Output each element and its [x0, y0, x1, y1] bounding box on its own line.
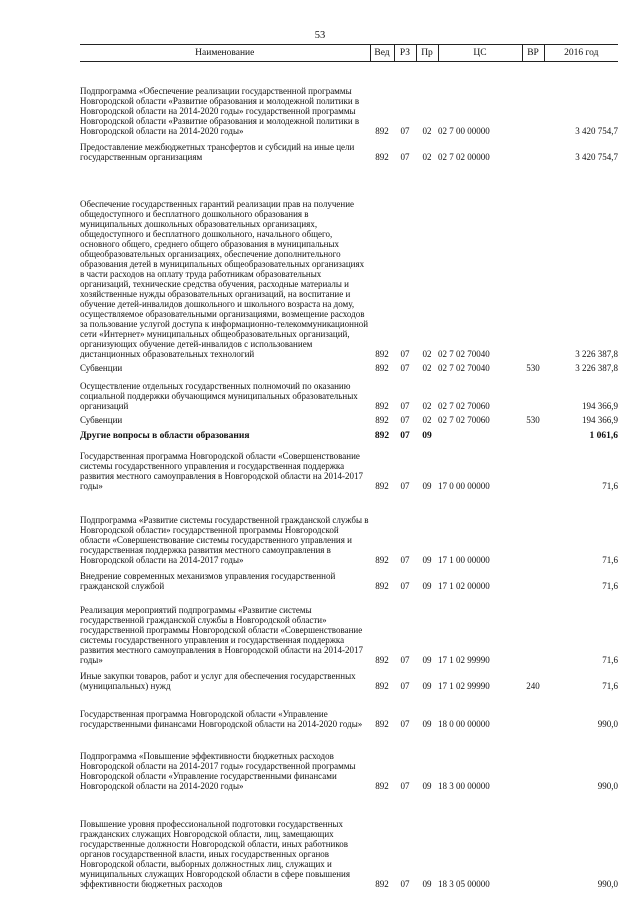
row-cs: 17 1 02 99990 [438, 654, 490, 665]
page-number: 53 [314, 30, 326, 41]
row-amount: 3 420 754,7 [575, 125, 618, 136]
row-ved: 892 [375, 780, 389, 791]
row-rz: 07 [400, 780, 410, 791]
table-body [80, 62, 618, 889]
row-amount: 71,6 [602, 580, 618, 591]
row-amount: 990,0 [597, 878, 618, 889]
row-pr: 02 [422, 400, 432, 411]
row-amount: 194 366,9 [582, 414, 618, 425]
row-ved: 892 [375, 680, 389, 691]
row-cs: 17 1 02 00000 [438, 580, 490, 591]
column-header-year: 2016 год [544, 45, 618, 62]
table-row [80, 591, 618, 665]
table-header-row [80, 45, 618, 62]
row-amount: 71,6 [602, 554, 618, 565]
row-pr: 09 [422, 654, 432, 665]
row-amount: 1 061,6 [589, 430, 618, 441]
row-rz: 07 [400, 878, 410, 889]
row-cs [438, 425, 522, 441]
row-pr: 02 [422, 414, 432, 425]
row-vr: 240 [526, 680, 540, 691]
column-header-cs: ЦС [438, 45, 522, 62]
row-rz: 07 [400, 125, 410, 136]
row-cs: 02 7 02 70040 [438, 362, 490, 373]
row-pr: 09 [422, 680, 432, 691]
row-ved: 892 [375, 580, 389, 591]
row-pr: 09 [422, 554, 432, 565]
row-name: Повышение уровня профессиональной подготовки государственных гражданских служащих Новгородской области, лиц, замещающих государственные должности Новгородской области, иных работников органов государственной власти, иных государственных органов Новгородской области, выборных должностных лиц, служащих и муниципальных служащих Новгородской области в сфере повышения эффективности бюджетных расходов [80, 818, 350, 889]
row-amount: 71,6 [602, 480, 618, 491]
row-name: Субвенции [80, 362, 123, 373]
row-pr: 02 [422, 348, 432, 359]
row-name: Обеспечение государственных гарантий реализации прав на получение общедоступного и бесплатного дошкольного образования в муниципальных дошкольных образовательных организациях, общедоступного и бесплатного дошкольного, начального общего, основного общего, среднего общего образования в муниципальных общеобразовательных организациях, обеспечение дополнительного образования детей в муниципальных общеобразовательных организациях в части расходов на оплату труда работникам образовательных организаций, технические средства обучения, расходные материалы и хозяйственные нужды образовательных организаций, на воспитание и обучение детей-инвалидов дошкольного и школьного возраста на дому, осуществляемое образовательными организациями, возмещение расходов за пользование услугой доступа к информационно-телекоммуникационной сети «Интернет» муниципальных общеобразовательных организаций, организующих обучение детей-инвалидов с использованием дистанционных образовательных технологий [80, 198, 369, 359]
row-cs: 02 7 02 70060 [438, 400, 490, 411]
row-name: Внедрение современных механизмов управления государственной гражданской службой [80, 570, 336, 591]
row-ved: 892 [375, 718, 389, 729]
row-rz: 07 [400, 554, 410, 565]
row-cs: 02 7 02 00000 [438, 151, 490, 162]
row-name: Другие вопросы в области образования [80, 430, 250, 441]
table-row [80, 665, 618, 691]
row-cs: 02 7 02 70060 [438, 414, 490, 425]
row-vr: 530 [526, 414, 540, 425]
row-name: Подпрограмма «Повышение эффективности бюджетных расходов Новгородской области на 2014-2017 годы» государственной программы Новгородской области «Управление государственными финансами Новгородской области на 2014-2020 годы» [80, 750, 356, 791]
row-vr [522, 491, 544, 565]
row-ved: 892 [375, 362, 389, 373]
row-pr: 09 [422, 718, 432, 729]
row-vr [522, 62, 544, 136]
row-name: Иные закупки товаров, работ и услуг для обеспечения государственных (муниципальных) нужд [80, 670, 356, 691]
row-cs: 02 7 02 70040 [438, 348, 490, 359]
row-name: Подпрограмма «Обеспечение реализации государственной программы Новгородской области «Развитие образования и молодежной политики в Новгородской области на 2014-2020 годы» государственной программы Новгородской области «Развитие образования и молодежной политики в Новгородской области на 2014-2020 годы» [80, 85, 360, 136]
row-vr [522, 591, 544, 665]
column-header-vr: ВР [522, 45, 544, 62]
row-pr: 02 [422, 362, 432, 373]
table-row [80, 691, 618, 729]
row-cs: 18 3 00 00000 [438, 780, 490, 791]
table-row [80, 411, 618, 425]
row-cs: 17 0 00 00000 [438, 480, 490, 491]
row-amount: 71,6 [602, 654, 618, 665]
row-name: Государственная программа Новгородской области «Управление государственными финансами Новгородской области на 2014-2020 годы» [80, 708, 363, 729]
row-vr [522, 441, 544, 491]
row-ved: 892 [375, 400, 389, 411]
row-rz: 07 [400, 718, 410, 729]
row-vr [522, 162, 544, 359]
row-amount: 3 420 754,7 [575, 151, 618, 162]
row-cs: 18 3 05 00000 [438, 878, 490, 889]
row-pr: 09 [422, 878, 432, 889]
row-amount: 71,6 [602, 680, 618, 691]
row-amount: 3 226 387,8 [575, 348, 618, 359]
row-vr [522, 691, 544, 729]
row-ved: 892 [375, 554, 389, 565]
row-name: Реализация мероприятий подпрограммы «Развитие системы государственной гражданской службы в Новгородской области» государственной программы Новгородской области «Совершенствование системы государственного управления и государственная поддержка развития местного самоуправления в Новгородской области на 2014-2017 годы» [80, 604, 363, 665]
row-vr [522, 729, 544, 791]
row-vr [522, 791, 544, 889]
row-vr [522, 565, 544, 591]
row-cs: 17 1 00 00000 [438, 554, 490, 565]
row-pr: 02 [422, 151, 432, 162]
row-ved: 892 [374, 430, 390, 441]
row-cs: 18 0 00 00000 [438, 718, 490, 729]
column-header-rz: РЗ [394, 45, 416, 62]
row-rz: 07 [400, 362, 410, 373]
row-rz: 07 [400, 680, 410, 691]
row-pr: 02 [422, 125, 432, 136]
row-cs: 17 1 02 99990 [438, 680, 490, 691]
table-row [80, 729, 618, 791]
row-vr: 530 [526, 362, 540, 373]
table-row [80, 425, 618, 441]
row-ved: 892 [375, 151, 389, 162]
table-row [80, 441, 618, 491]
row-ved: 892 [375, 878, 389, 889]
row-rz: 07 [400, 654, 410, 665]
row-vr [522, 136, 544, 162]
row-name: Подпрограмма «Развитие системы государственной гражданской службы в Новгородской области» государственной программы Новгородской области «Совершенствование системы государственного управления и государственная поддержка развития местного самоуправления в Новгородской области на 2014-2017 годы» [80, 514, 369, 565]
column-header-name: Наименование [80, 45, 370, 62]
row-amount: 990,0 [597, 718, 618, 729]
row-rz: 07 [400, 400, 410, 411]
row-name: Осуществление отдельных государственных полномочий по оказанию социальной поддержки обучающимся муниципальных образовательных организаций [80, 380, 358, 411]
row-ved: 892 [375, 480, 389, 491]
row-amount: 990,0 [597, 780, 618, 791]
table-row [80, 136, 618, 162]
row-pr: 09 [422, 780, 432, 791]
row-pr: 09 [422, 430, 432, 441]
row-name: Субвенции [80, 414, 123, 425]
table-row [80, 565, 618, 591]
table-row [80, 62, 618, 136]
table-row [80, 373, 618, 411]
column-header-pr: Пр [416, 45, 438, 62]
row-rz: 07 [400, 480, 410, 491]
budget-table [80, 44, 618, 889]
row-rz: 07 [400, 580, 410, 591]
table-row [80, 359, 618, 373]
row-amount: 3 226 387,8 [575, 362, 618, 373]
row-rz: 07 [400, 430, 410, 441]
table-row [80, 791, 618, 889]
column-header-ved: Вед [370, 45, 394, 62]
row-ved: 892 [375, 654, 389, 665]
table-row [80, 491, 618, 565]
row-ved: 892 [375, 348, 389, 359]
table-row [80, 162, 618, 359]
row-name: Государственная программа Новгородской области «Совершенствование системы государственного управления и государственная поддержка развития местного самоуправления в Новгородской области на 2014-2017 годы» [80, 450, 363, 491]
row-pr: 09 [422, 480, 432, 491]
row-rz: 07 [400, 348, 410, 359]
row-vr [522, 425, 544, 441]
row-cs: 02 7 00 00000 [438, 125, 490, 136]
row-ved: 892 [375, 125, 389, 136]
row-rz: 07 [400, 151, 410, 162]
row-ved: 892 [375, 414, 389, 425]
row-vr [522, 373, 544, 411]
row-rz: 07 [400, 414, 410, 425]
row-name: Предоставление межбюджетных трансфертов и субсидий на иные цели государственным организациям [80, 141, 355, 162]
row-pr: 09 [422, 580, 432, 591]
row-amount: 194 366,9 [582, 400, 618, 411]
